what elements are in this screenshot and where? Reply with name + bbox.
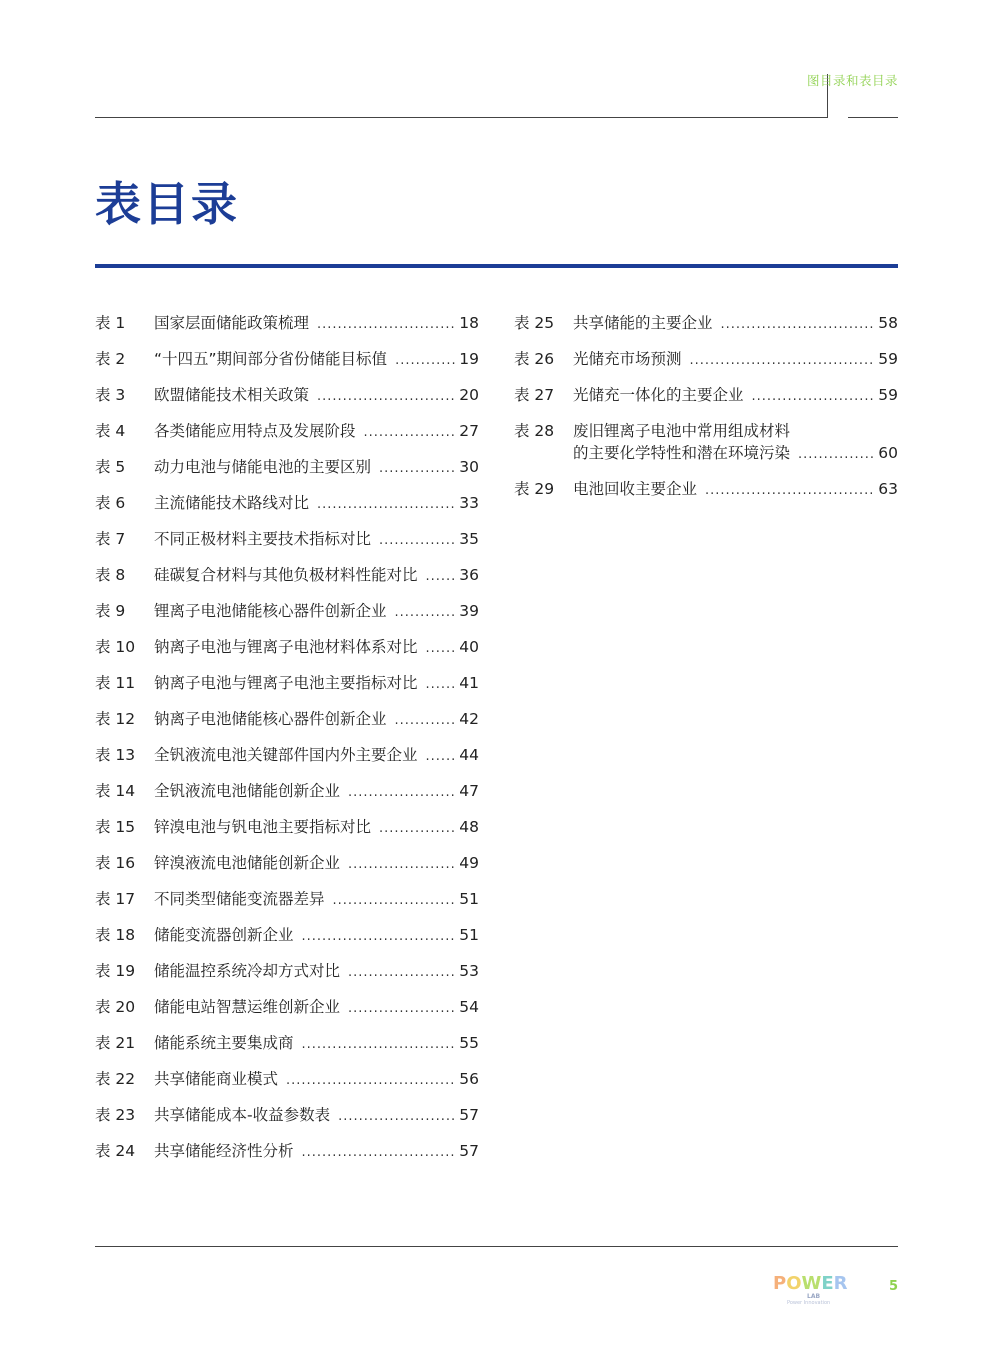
toc-leader-dots (705, 480, 874, 502)
toc-entry-label: 储能系统主要集成商 (154, 1034, 294, 1052)
toc-entry-page: 35 (459, 530, 479, 548)
toc-leader-dots (338, 1106, 455, 1128)
toc-entry-number: 表 29 (514, 480, 555, 498)
toc-leader-dots (395, 350, 455, 372)
toc-leader-dots (348, 962, 455, 984)
toc-entry-number: 表 6 (95, 494, 126, 512)
toc-entry-number: 表 4 (95, 422, 126, 440)
toc-entry-label: 废旧锂离子电池中常用组成材料 (573, 422, 791, 440)
toc-entry-label: 全钒液流电池关键部件国内外主要企业 (154, 746, 418, 764)
toc-entry-label: 锌溴液流电池储能创新企业 (154, 854, 341, 872)
toc-entry[interactable] (95, 672, 479, 708)
toc-entry[interactable] (514, 312, 898, 348)
toc-entry[interactable] (95, 348, 479, 384)
toc-entry-page: 18 (459, 314, 479, 332)
toc-entry-page: 20 (459, 386, 479, 404)
toc-entry-page: 30 (459, 458, 479, 476)
toc-leader-dots (426, 566, 456, 588)
header-rule-right (848, 117, 898, 118)
toc-entry-number: 表 2 (95, 350, 126, 368)
toc-entry-number: 表 26 (514, 350, 555, 368)
toc-entry-label: 主流储能技术路线对比 (154, 494, 310, 512)
toc-entry-page: 44 (459, 746, 479, 764)
toc-entry-number: 表 5 (95, 458, 126, 476)
toc-leader-dots (379, 530, 455, 552)
toc-entry-page: 54 (459, 998, 479, 1016)
toc-entry-page: 57 (459, 1106, 479, 1124)
toc-entry-label: 锂离子电池储能核心器件创新企业 (154, 602, 387, 620)
toc-entry-label: 共享储能商业模式 (154, 1070, 279, 1088)
toc-leader-dots (302, 1034, 456, 1056)
title-divider (95, 264, 898, 268)
toc-entry-page: 27 (459, 422, 479, 440)
toc-entry-number: 表 3 (95, 386, 126, 404)
toc-entry-label: 共享储能经济性分析 (154, 1142, 294, 1160)
toc-leader-dots (379, 458, 455, 480)
toc-entry-page: 19 (459, 350, 479, 368)
toc-entry-number: 表 11 (95, 674, 136, 692)
toc-leader-dots (317, 314, 455, 336)
toc-entry[interactable] (95, 780, 479, 816)
toc-entry-number: 表 25 (514, 314, 555, 332)
toc-entry[interactable] (95, 744, 479, 780)
toc-entry-page: 59 (878, 386, 898, 404)
toc-entry-label: 锌溴电池与钒电池主要指标对比 (154, 818, 372, 836)
header-rule (95, 117, 828, 118)
toc-entry-number: 表 18 (95, 926, 136, 944)
toc-entry-page: 47 (459, 782, 479, 800)
toc-leader-dots (364, 422, 456, 444)
toc-entry-page: 58 (878, 314, 898, 332)
toc-entry-page: 42 (459, 710, 479, 728)
toc-entry-number: 表 7 (95, 530, 126, 548)
toc-entry-label: 储能变流器创新企业 (154, 926, 294, 944)
toc-entry-label: 储能温控系统冷却方式对比 (154, 962, 341, 980)
toc-entry[interactable] (95, 996, 479, 1032)
toc-leader-dots (752, 386, 875, 408)
toc-leader-dots (333, 890, 456, 912)
toc-entry-label: 硅碳复合材料与其他负极材料性能对比 (154, 566, 418, 584)
toc-entry[interactable] (95, 816, 479, 852)
toc-entry-number: 表 28 (514, 422, 555, 440)
footer-rule (95, 1246, 898, 1247)
toc-column-left (95, 312, 479, 1176)
toc-entry-page: 53 (459, 962, 479, 980)
toc-entry[interactable] (95, 708, 479, 744)
toc-leader-dots (426, 674, 456, 696)
toc-entry-number: 表 15 (95, 818, 136, 836)
toc-leader-dots (317, 494, 455, 516)
toc-entry[interactable] (95, 888, 479, 924)
toc-entry-number: 表 12 (95, 710, 136, 728)
toc-entry-page: 59 (878, 350, 898, 368)
toc-entry[interactable] (95, 960, 479, 996)
toc-entry-page: 48 (459, 818, 479, 836)
toc-entry[interactable] (95, 312, 479, 348)
toc-leader-dots (395, 710, 456, 732)
toc-leader-dots (348, 782, 455, 804)
toc-leader-dots (379, 818, 455, 840)
toc-leader-dots (721, 314, 875, 336)
logo-sub: LAB (807, 1293, 821, 1300)
toc-leader-dots (348, 998, 455, 1020)
toc-entry[interactable] (95, 1104, 479, 1140)
toc-entry-label: 钠离子电池储能核心器件创新企业 (154, 710, 387, 728)
toc-entry-number: 表 20 (95, 998, 136, 1016)
toc-entry-label: 光储充市场预测 (573, 350, 682, 368)
toc-entry-number: 表 17 (95, 890, 136, 908)
page-title: 表目录 (95, 177, 239, 231)
toc-entry-label: “十四五”期间部分省份储能目标值 (154, 350, 388, 368)
toc-entry[interactable] (95, 456, 479, 492)
section-label: 图目录和表目录 (806, 73, 898, 88)
toc-entry[interactable] (95, 1032, 479, 1068)
toc-entry[interactable] (514, 478, 898, 514)
toc-leader-dots (426, 638, 456, 660)
toc-entry-number: 表 13 (95, 746, 136, 764)
toc-leader-dots (426, 746, 456, 768)
toc-leader-dots (302, 926, 456, 948)
toc-entry[interactable] (95, 420, 479, 456)
toc-entry-page: 41 (459, 674, 479, 692)
toc-entry-label: 各类储能应用特点及发展阶段 (154, 422, 356, 440)
toc-entry-number: 表 19 (95, 962, 136, 980)
toc-entry-label: 不同正极材料主要技术指标对比 (154, 530, 372, 548)
toc-entry-number: 表 10 (95, 638, 136, 656)
toc-entry-number: 表 16 (95, 854, 136, 872)
toc-entry-number: 表 21 (95, 1034, 136, 1052)
toc-entry-label: 电池回收主要企业 (573, 480, 698, 498)
toc-entry[interactable] (95, 600, 479, 636)
toc-entry-label: 全钒液流电池储能创新企业 (154, 782, 341, 800)
toc-entry[interactable] (95, 564, 479, 600)
logo-tagline: Power Innovation (787, 1300, 831, 1306)
toc-entry-page: 33 (459, 494, 479, 512)
toc-entry-label: 不同类型储能变流器差异 (154, 890, 325, 908)
toc-entry-label: 钠离子电池与锂离子电池材料体系对比 (154, 638, 418, 656)
toc-entry-page: 40 (459, 638, 479, 656)
logo-wordmark: POWER (773, 1273, 848, 1294)
toc-leader-dots (395, 602, 456, 624)
toc-entry[interactable] (95, 1140, 479, 1176)
toc-entry-number: 表 22 (95, 1070, 136, 1088)
toc-entry-number: 表 23 (95, 1106, 136, 1124)
toc-entry-page: 51 (459, 926, 479, 944)
toc-column-right (514, 312, 898, 514)
toc-entry[interactable] (95, 384, 479, 420)
toc-entry-label: 光储充一体化的主要企业 (573, 386, 744, 404)
toc-entry-page: 55 (459, 1034, 479, 1052)
toc-entry-number: 表 24 (95, 1142, 136, 1160)
toc-entry-number: 表 27 (514, 386, 555, 404)
power-lab-logo (773, 1275, 855, 1307)
toc-entry-label: 动力电池与储能电池的主要区别 (154, 458, 372, 476)
toc-entry-page: 60 (878, 444, 898, 462)
toc-entry-number: 表 8 (95, 566, 126, 584)
toc-entry-number: 表 1 (95, 314, 126, 332)
toc-entry-number: 表 14 (95, 782, 136, 800)
toc-entry-page: 36 (459, 566, 479, 584)
toc-entry-number: 表 9 (95, 602, 126, 620)
toc-leader-dots (286, 1070, 455, 1092)
toc-entry[interactable] (95, 1068, 479, 1104)
toc-entry-label: 钠离子电池与锂离子电池主要指标对比 (154, 674, 418, 692)
toc-entry[interactable] (95, 636, 479, 672)
toc-entry-label: 国家层面储能政策梳理 (154, 314, 310, 332)
toc-entry-page: 56 (459, 1070, 479, 1088)
page-number: 5 (889, 1279, 899, 1294)
toc-entry-page: 63 (878, 480, 898, 498)
toc-entry-label: 共享储能的主要企业 (573, 314, 713, 332)
toc-entry-page: 39 (459, 602, 479, 620)
toc-leader-dots (348, 854, 455, 876)
toc-leader-dots (317, 386, 455, 408)
toc-entry-label: 欧盟储能技术相关政策 (154, 386, 310, 404)
toc-entry[interactable] (95, 528, 479, 564)
toc-entry[interactable] (95, 852, 479, 888)
toc-entry[interactable] (514, 384, 898, 420)
toc-entry-page: 57 (459, 1142, 479, 1160)
toc-entry[interactable] (514, 348, 898, 384)
toc-entry-page: 51 (459, 890, 479, 908)
toc-entry[interactable] (514, 420, 898, 478)
toc-leader-dots (302, 1142, 456, 1164)
toc-leader-dots (690, 350, 875, 372)
toc-entry-label: 共享储能成本-收益参数表 (154, 1106, 331, 1124)
toc-entry-label: 储能电站智慧运维创新企业 (154, 998, 341, 1016)
toc-entry[interactable] (95, 924, 479, 960)
toc-leader-dots (798, 444, 874, 466)
toc-entry[interactable] (95, 492, 479, 528)
toc-entry-label-continued: 的主要化学特性和潜在环境污染 (573, 444, 791, 462)
toc-entry-page: 49 (459, 854, 479, 872)
